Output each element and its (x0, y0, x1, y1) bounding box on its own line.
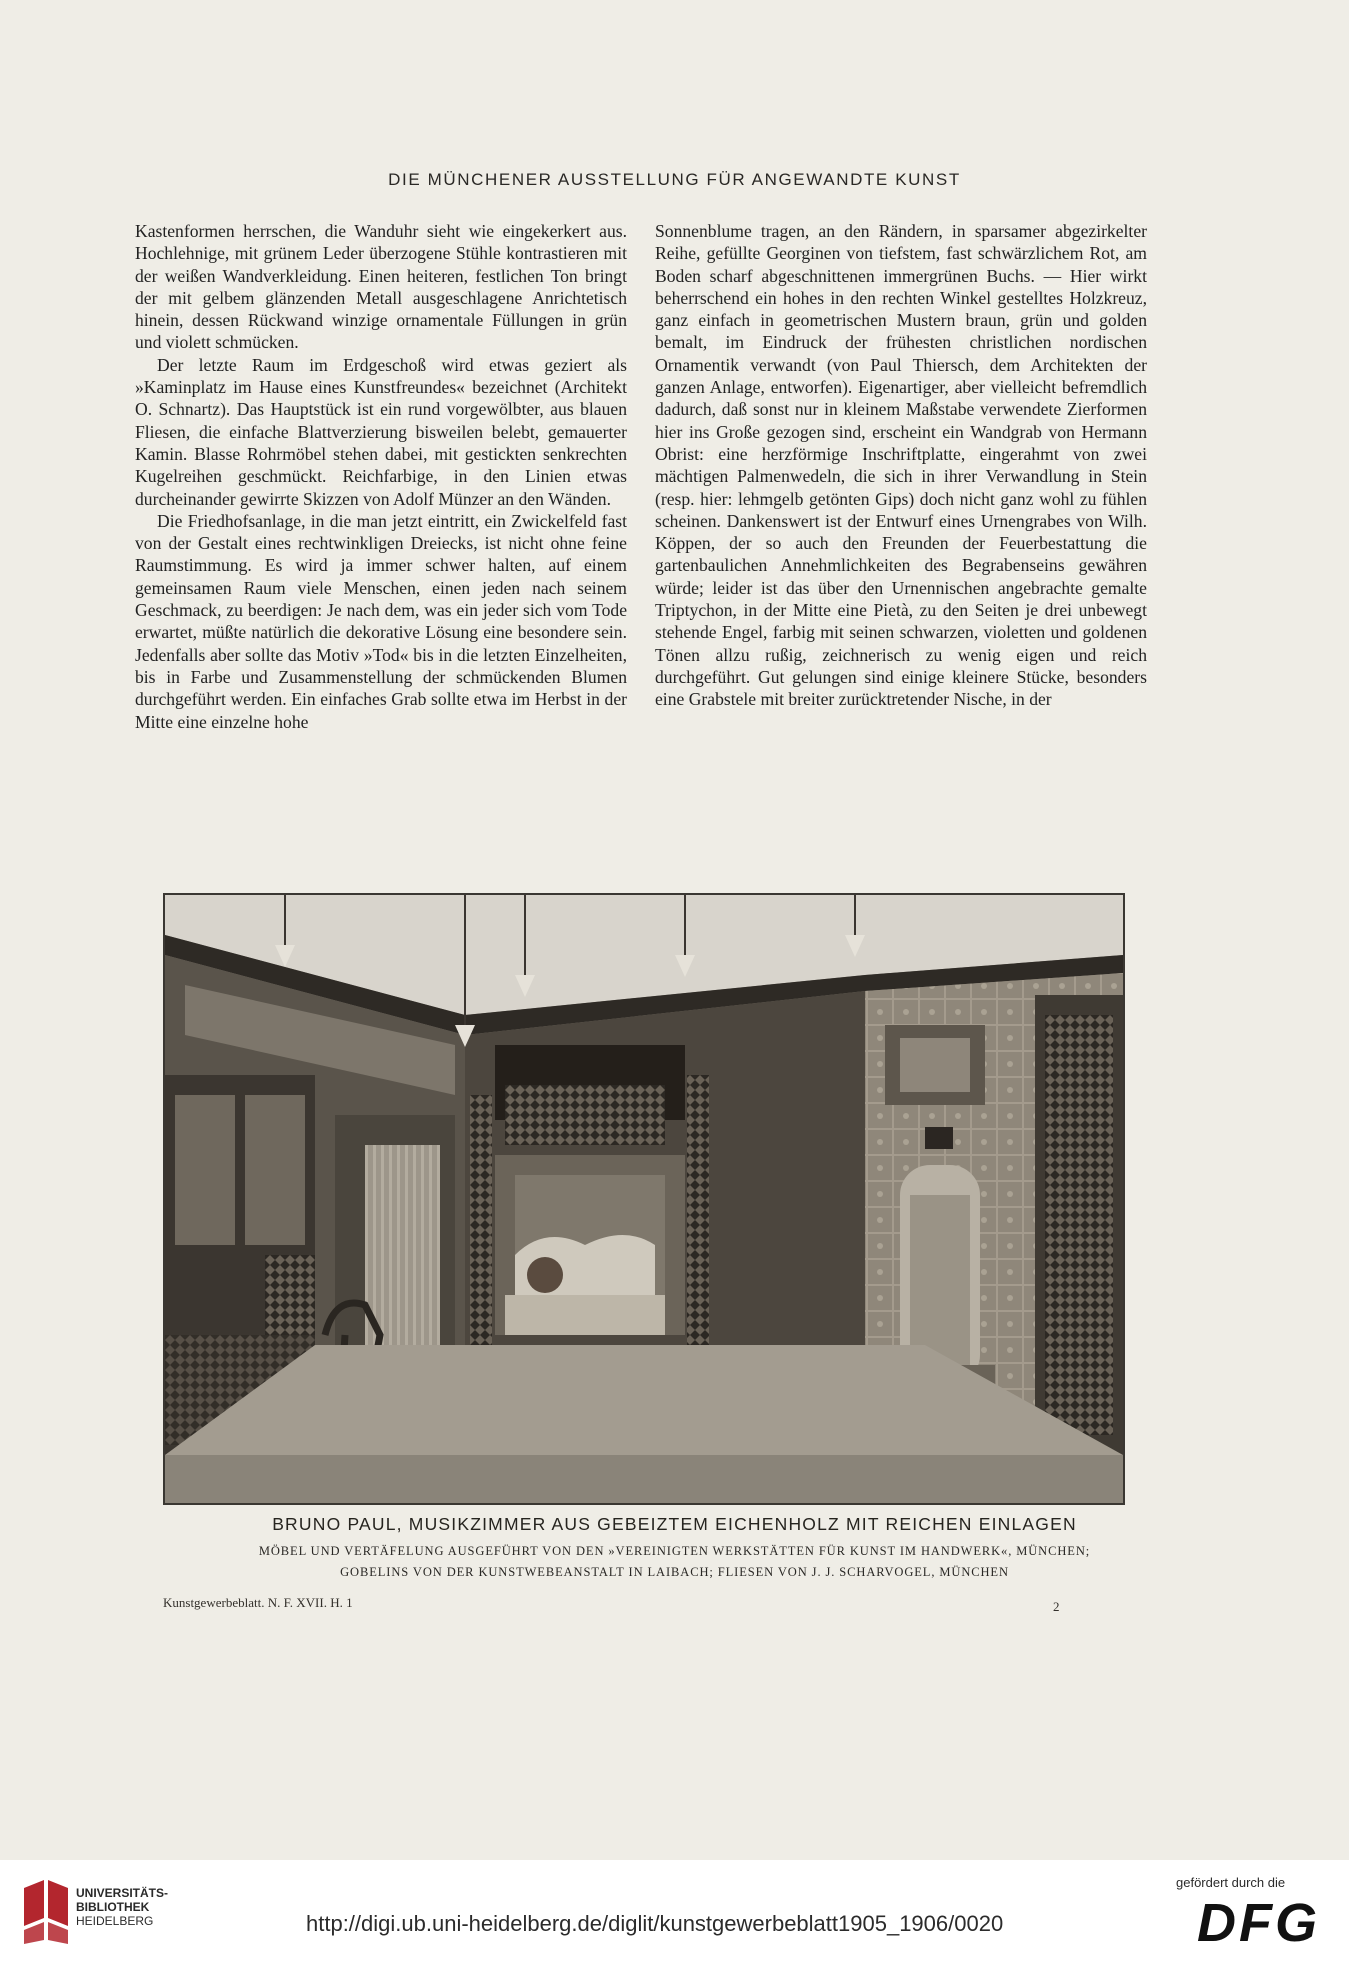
text-column-right (655, 220, 1147, 711)
sponsor-label: gefördert durch die (1176, 1875, 1286, 1890)
page-number: 2 (1053, 1599, 1060, 1614)
caption-line: GOBELINS VON DER KUNSTWEBEANSTALT IN LAIBACH; FLIESEN VON J. J. SCHARVOGEL, MÜNCHEN (340, 1565, 1009, 1579)
paragraph: Der letzte Raum im Erdgeschoß wird etwas geziert als »Kaminplatz im Hause eines Kunstfreundes« bezeichnet (Architekt O. Schnartz). Das Hauptstück ist ein rund vorgewölbter, aus blauen Fliesen, die einfache Blattverzierung bisweilen belebt, gemauerter Kamin. Blasse Rohrmöbel stehen dabei, mit gestickten senkrechten Kugelreihen geschmückt. Reichfarbige, in den Linien etwas durcheinander gewirrte Skizzen von Adolf Münzer an den Wänden. (135, 354, 627, 509)
caption-line: MÖBEL UND VERTÄFELUNG AUSGEFÜHRT VON DEN »VEREINIGTEN WERKSTÄTTEN FÜR KUNST IM HANDWERK«, MÜNCHEN; (258, 1544, 1091, 1558)
photograph-illustration (165, 895, 1123, 1503)
library-name-line: HEIDELBERG (76, 1914, 154, 1928)
library-name-line: UNIVERSITÄTS- (76, 1886, 169, 1900)
source-url-link[interactable]: http://digi.ub.uni-heidelberg.de/diglit/kunstgewerbeblatt1905_1906/0020 (306, 1911, 1004, 1936)
library-name-line: BIBLIOTHEK (76, 1900, 150, 1914)
paragraph: Die Friedhofsanlage, in die man jetzt eintritt, ein Zwickelfeld fast von der Gestalt eines rechtwinkligen Dreiecks, ist nicht ohne feine Raumstimmung. Es wird ja immer schwer halten, auf einem gemeinsamen Raum viele Menschen, einen jeden nach seinem Geschmack, zu beerdigen: Je nach dem, was ein jeder sich vom Tode erwartet, müßte natürlich die dekorative Lösung eine besondere sein. Jedenfalls aber sollte das Motiv »Tod« bis in die letzten Einzelheiten, bis in Farbe und Zusammenstellung der schmückenden Blumen durchgeführt werden. Ein einfaches Grab sollte etwa im Herbst in der Mitte eine einzelne hohe (135, 510, 627, 732)
signature-mark: Kunstgewerbeblatt. N. F. XVII. H. 1 (163, 1595, 353, 1610)
text-column-left (135, 220, 627, 733)
paragraph: Sonnenblume tragen, an den Rändern, in sparsamer abgezirkelter Reihe, gefüllte Georginen von tiefstem, fast schwärzlichem Rot, am Boden scharf abgeschnittenen immergrünen Buchs. — Hier wirkt beherrschend ein hohes in den rechten Winkel gestelltes Holzkreuz, ganz einfach in geometrischen Mustern braun, grün und golden bemalt, im Eindruck der frühesten christlichen nordischen Ornamentik verwandt (von Paul Thiersch, dem Architekten der ganzen Anlage, entworfen). Eigenartiger, aber vielleicht befremdlich dadurch, daß sonst nur in kleinem Maßstabe verwendete Zierformen hier ins Große gezogen sind, erscheint ein Wandgrab von Hermann Obrist: eine herzförmige Inschriftplatte, eingerahmt von zwei mächtigen Palmenwedeln, die sich in ihrer Verwandlung in Stein (resp. hier: lehmgelb getönten Gips) doch nicht ganz wohl zu fühlen scheinen. Dankenswert ist der Entwurf eines Urnengrabes von Wilh. Köppen, der so auch den Freunden der Feuerbestattung die gartenbaulichen Annehmlichkeiten des Begrabenseins gewähren würde; leider ist das über den Urnennischen angebrachte gemalte Triptychon, in der Mitte eine Pietà, zu den Seiten je drei unbewegt stehende Engel, farbig mit seinen schwarzen, violetten und goldenen Tönen allzu rußig, zeichnerisch zu wenig eigen und reich durchgeführt. Gut gelungen sind einige kleinere Stücke, besonders eine Grabstele mit breiter zurücktretender Nische, in der (655, 221, 1147, 710)
dfg-logo: DFG (1197, 1893, 1320, 1953)
caption-title: BRUNO PAUL, MUSIKZIMMER AUS GEBEIZTEM EICHENHOLZ MIT REICHEN EINLAGEN (272, 1514, 1077, 1534)
running-head: DIE MÜNCHENER AUSSTELLUNG FÜR ANGEWANDTE KUNST (388, 170, 961, 189)
music-room-photograph (163, 893, 1125, 1505)
paragraph: Kastenformen herrschen, die Wanduhr sieht wie eingekerkert aus. Hochlehnige, mit grünem Leder überzogene Stühle kontrastieren mit der weißen Wandverkleidung. Einen heiteren, festlichen Ton bringt der mit gelbem glänzenden Metall ausgeschlagene Anrichtetisch hinein, dessen Rückwand winzige ornamentale Füllungen in grün und violett schmücken. (135, 221, 627, 353)
library-name (76, 1886, 168, 1928)
logo-mark-icon (20, 1878, 74, 1944)
